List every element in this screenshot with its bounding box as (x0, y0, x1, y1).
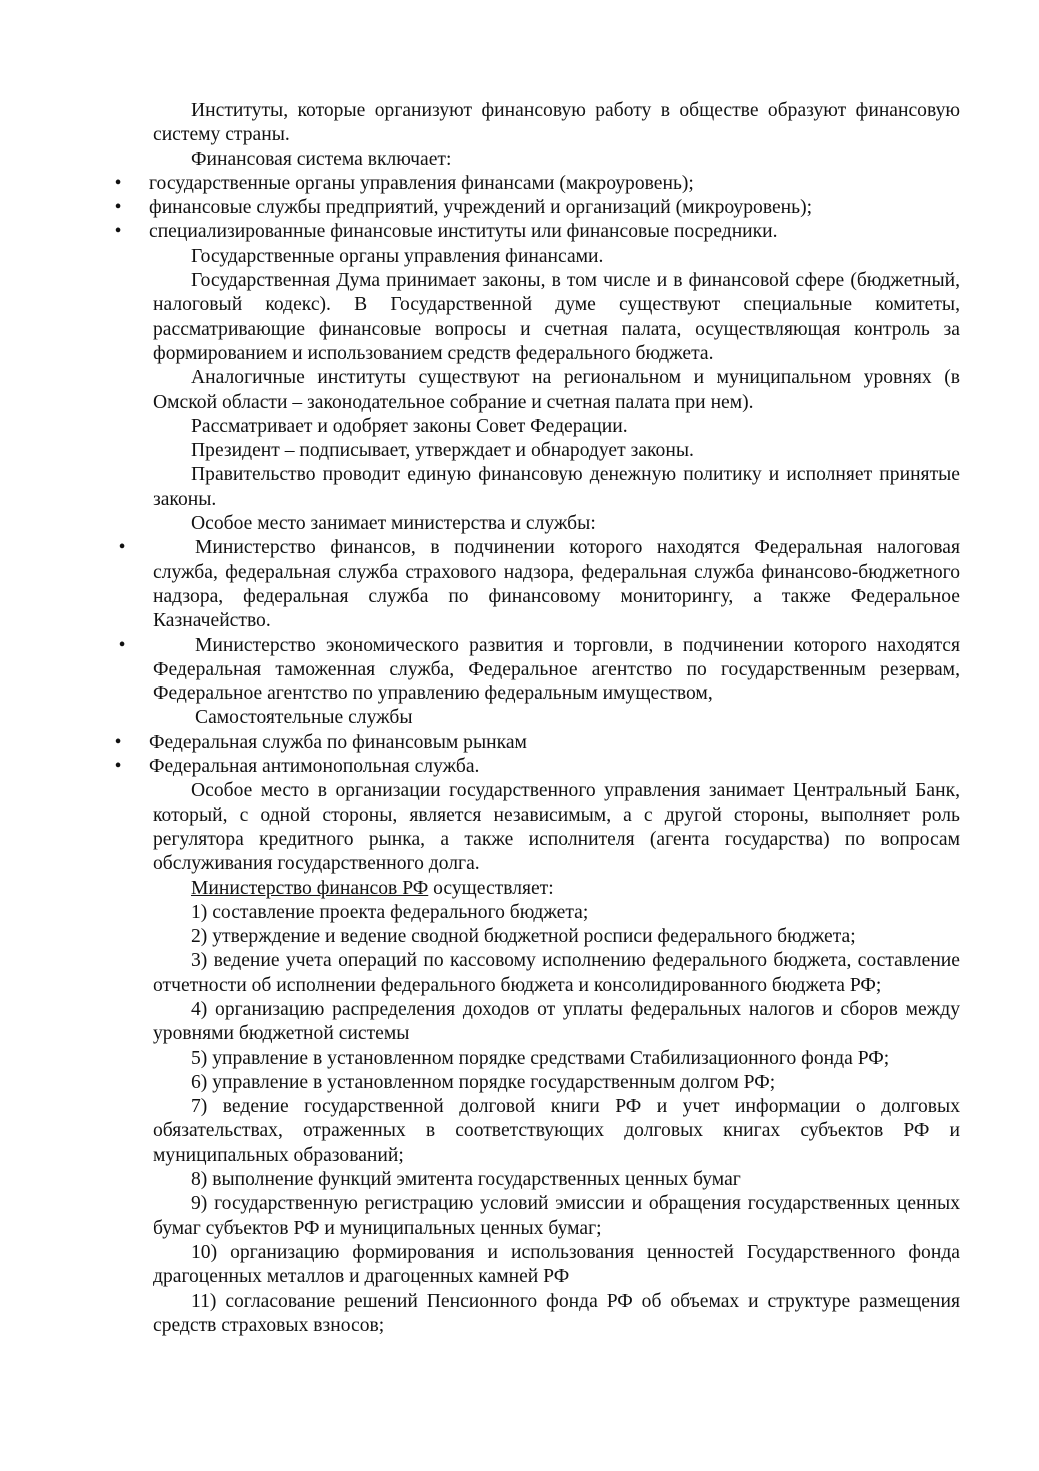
bullet-text: государственные органы управления финансами (макроуровень); (149, 172, 694, 194)
bullet-text: специализированные финансовые институты или финансовые посредники. (149, 221, 778, 243)
bullet-text: Федеральная служба по финансовым рынкам (149, 731, 527, 753)
list-item: 1) составление проекта федерального бюджета; (191, 901, 589, 923)
list-item: 4) организацию распределения доходов от уплаты федеральных налогов и сборов между уровнями бюджетной системы (153, 998, 960, 1045)
paragraph-gov-bodies: Государственные органы управления финансами. (191, 245, 604, 267)
bullet-icon: • (114, 172, 122, 194)
paragraph-minfin-heading (153, 877, 960, 901)
list-item: 6) управление в установленном порядке государственным долгом РФ; (191, 1071, 776, 1093)
bullet-text: Министерство экономического развития и торговли, в подчинении которого находятся Федеральная таможенная служба, Федеральное агентство по государственным резервам, Федеральное агентство по управлению федеральным имуществом, (153, 634, 960, 705)
minfin-underlined: Министерство финансов РФ (191, 877, 429, 899)
bullet-item (114, 196, 960, 220)
list-item: 2) утверждение и ведение сводной бюджетной росписи федерального бюджета; (191, 926, 856, 948)
bullet-text: финансовые службы предприятий, учреждений и организаций (микроуровень); (149, 197, 813, 219)
list-item: 3) ведение учета операций по кассовому исполнению федерального бюджета, составление отчетности об исполнении федерального бюджета и консолидированного бюджета РФ; (153, 950, 960, 996)
paragraph-federation-council: Рассматривает и одобряет законы Совет Федерации. (191, 415, 628, 437)
bullet-item (114, 172, 960, 196)
bullet-item (114, 755, 960, 779)
bullet-text: Министерство финансов, в подчинении которого находятся Федеральная налоговая служба, федеральная служба страхового надзора, федеральная служба финансово-бюджетного надзора, федеральная служба по финансовому мониторингу, а также Федеральное Казначейство. (153, 537, 960, 632)
bullet-icon: • (118, 634, 126, 656)
list-item: 11) согласование решений Пенсионного фонда РФ об объемах и структуре размещения средств страховых взносов; (153, 1290, 960, 1336)
list-item: 8) выполнение функций эмитента государственных ценных бумаг (191, 1169, 741, 1191)
bullet-icon: • (114, 756, 122, 778)
paragraph-system-includes: Финансовая система включает: (191, 148, 452, 170)
paragraph-duma: Государственная Дума принимает законы, в том числе и в финансовой сфере (бюджетный, налоговый кодекс). В Государственной думе существуют специальные комитеты, рассматривающие финансовые вопросы и счетная палата, осуществляющая контроль за формированием и использованием средств федерального бюджета. (153, 270, 960, 364)
paragraph-ministries: Особое место занимает министерства и службы: (191, 513, 596, 535)
list-item: 5) управление в установленном порядке средствами Стабилизационного фонда РФ; (191, 1047, 890, 1069)
bullet-icon: • (114, 221, 122, 243)
bullet-item (114, 220, 960, 244)
paragraph-intro: Институты, которые организуют финансовую работу в обществе образуют финансовую систему страны. (153, 100, 960, 146)
paragraph-central-bank: Особое место в организации государственного управления занимает Центральный Банк, который, с одной стороны, является независимым, а с другой стороны, выполняет роль регулятора кредитного рынка, а также исполнителя (агента государства) по вопросам обслуживания государственного долга. (153, 780, 960, 875)
bullet-icon: • (114, 731, 122, 753)
bullet-item (118, 634, 960, 707)
paragraph-regional: Аналогичные институты существуют на региональном и муниципальном уровнях (в Омской области – законодательное собрание и счетная палата при нем). (153, 367, 960, 413)
bullet-text: Федеральная антимонопольная служба. (149, 756, 480, 778)
minfin-rest: осуществляет: (428, 877, 554, 899)
document-page (114, 99, 960, 1338)
paragraph-independent-services: Самостоятельные службы (195, 707, 413, 729)
bullet-icon: • (114, 197, 122, 219)
list-item: 7) ведение государственной долговой книги РФ и учет информации о долговых обязательствах, отраженных в соответствующих долговых книгах субъектов РФ и муниципальных образований; (153, 1096, 960, 1166)
paragraph-president: Президент – подписывает, утверждает и обнародует законы. (191, 440, 694, 462)
bullet-item (114, 731, 960, 755)
bullet-item (118, 536, 960, 633)
bullet-icon: • (118, 537, 126, 559)
list-item: 10) организацию формирования и использования ценностей Государственного фонда драгоценных металлов и драгоценных камней РФ (153, 1241, 960, 1288)
list-item: 9) государственную регистрацию условий эмиссии и обращения государственных ценных бумаг субъектов РФ и муниципальных ценных бумаг; (153, 1193, 960, 1239)
paragraph-government: Правительство проводит единую финансовую денежную политику и исполняет принятые законы. (153, 464, 960, 510)
